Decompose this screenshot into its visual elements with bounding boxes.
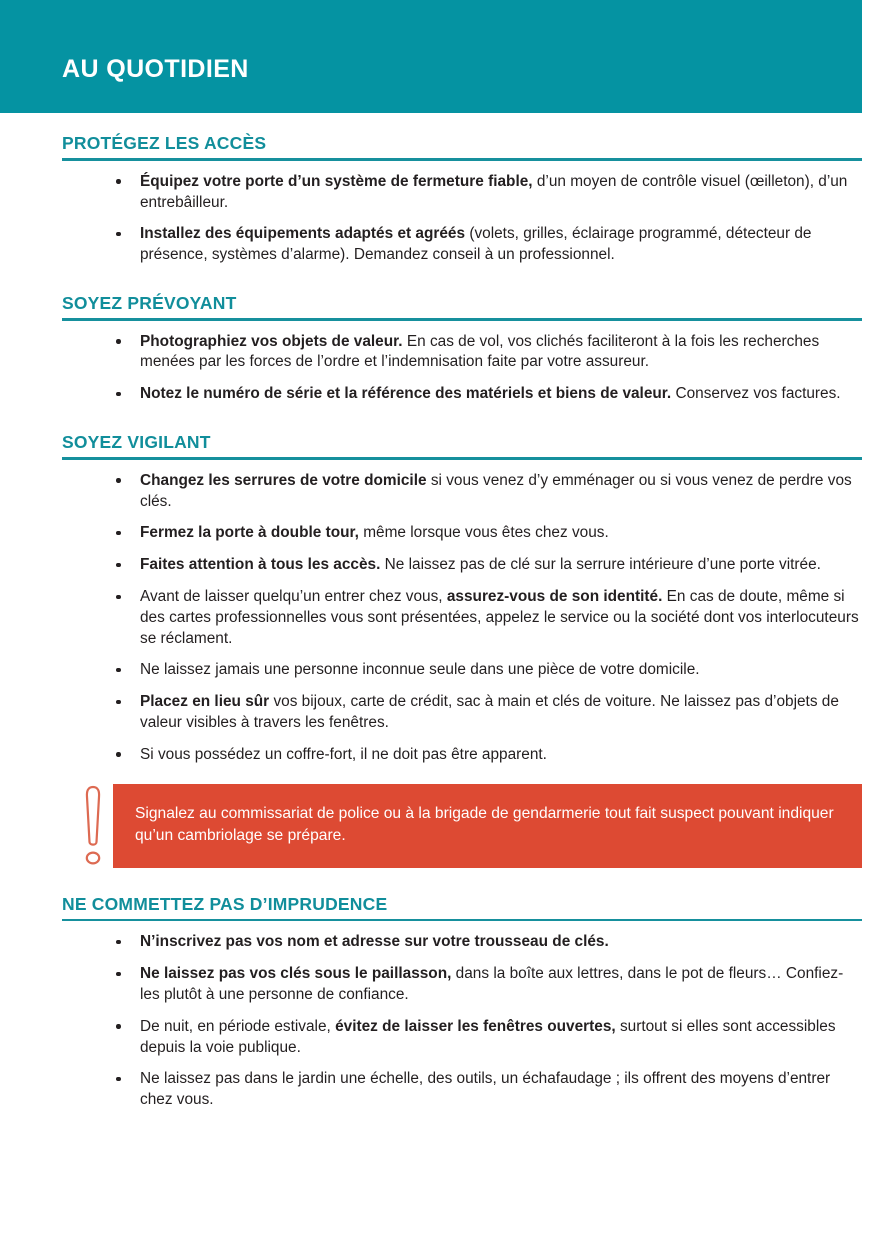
section-soyez-vigilant — [0, 416, 874, 766]
list-item-pre: Avant de laisser quelqu’un entrer chez vous, — [140, 588, 447, 606]
list-item-lead: Placez en lieu sûr — [140, 693, 270, 711]
section-ne-commettez-pas-d-imprudence — [0, 895, 874, 1111]
list-item-lead: Installez des équipements adaptés et agréés — [140, 225, 466, 243]
list-item-rest: surtout si elles sont accessibles depuis la voie publique. — [140, 1017, 836, 1056]
bullet-dot-icon — [116, 595, 121, 600]
bullet-dot-icon — [116, 232, 121, 237]
list-item — [0, 745, 874, 766]
section-heading: PROTÉGEZ LES ACCÈS — [62, 133, 267, 153]
page-title: AU QUOTIDIEN — [62, 55, 249, 83]
list-item-lead: Notez le numéro de série et la référence des matériels et biens de valeur. — [140, 385, 672, 403]
section-heading: SOYEZ VIGILANT — [62, 432, 211, 453]
list-item-rest: En cas de doute, même si des cartes professionnelles vous sont présentées, appelez le service ou la société dont vos interlocuteurs se réclament. — [140, 588, 859, 647]
list-item — [0, 555, 874, 576]
document-content — [0, 113, 874, 1122]
list-item-lead: Fermez la porte à double tour, — [140, 524, 359, 542]
list-item-lead: Faites attention à tous les accès. — [140, 556, 381, 574]
list-item-lead: évitez de laisser les fenêtres ouvertes, — [335, 1017, 616, 1035]
list-item — [0, 587, 874, 649]
alert-box — [113, 784, 862, 868]
bullet-dot-icon — [116, 1024, 121, 1029]
list-item-lead: Changez les serrures de votre domicile — [140, 471, 427, 489]
list-item-lead: N’inscrivez pas vos nom et adresse sur votre trousseau de clés. — [140, 933, 609, 951]
list-item — [0, 384, 874, 405]
list-item-rest: Ne laissez jamais une personne inconnue seule dans une pièce de votre domicile. — [140, 661, 700, 679]
list-item — [0, 1017, 874, 1059]
alert-callout — [0, 784, 874, 868]
list-item — [0, 964, 874, 1006]
bullet-dot-icon — [116, 339, 121, 344]
bullet-dot-icon — [116, 972, 121, 977]
exclamation-mark-icon — [79, 784, 107, 868]
list-item-rest: même lorsque vous êtes chez vous. — [358, 524, 609, 542]
list-item-rest: En cas de vol, vos clichés faciliteront à la fois les recherches menées par les forces de l’ordre et l’indemnisation faite par votre assureur. — [140, 332, 820, 371]
bullet-list — [0, 161, 874, 266]
bullet-dot-icon — [116, 392, 121, 397]
list-item — [0, 1069, 874, 1111]
list-item — [0, 523, 874, 544]
list-item-rest: Ne laissez pas dans le jardin une échelle, des outils, un échafaudage ; ils offrent des moyens d’entrer chez vous. — [140, 1070, 831, 1109]
list-item-rest: dans la boîte aux lettres, dans le pot de fleurs… Confiez-les plutôt à une personne de confiance. — [140, 965, 844, 1003]
list-item-lead: assurez-vous de son identité. — [446, 588, 663, 606]
list-item-rest: vos bijoux, carte de crédit, sac à main et clés de voiture. Ne laissez pas d’objets de valeur visibles à travers les fenêtres. — [140, 693, 839, 731]
list-item — [0, 471, 874, 513]
list-item-rest: Ne laissez pas de clé sur la serrure intérieure d’une porte vitrée. — [380, 556, 821, 574]
section-heading: NE COMMETTEZ PAS D’IMPRUDENCE — [62, 893, 388, 914]
list-item — [0, 932, 874, 953]
section-protegez-les-acces — [0, 113, 874, 266]
bullet-dot-icon — [116, 940, 121, 945]
bullet-list — [0, 921, 874, 1111]
list-item-rest: Conservez vos factures. — [671, 385, 841, 403]
section-heading: SOYEZ PRÉVOYANT — [62, 292, 237, 313]
bullet-list — [0, 460, 874, 766]
list-item — [0, 332, 874, 374]
list-item — [0, 660, 874, 681]
alert-text: Signalez au commissariat de police ou à la brigade de gendarmerie tout fait suspect pouvant indiquer qu’un cambriolage se prépare. — [135, 804, 834, 844]
bullet-dot-icon — [116, 531, 121, 536]
bullet-dot-icon — [116, 700, 121, 705]
bullet-list — [0, 321, 874, 405]
bullet-dot-icon — [116, 478, 121, 483]
page-header-banner — [0, 0, 862, 113]
bullet-dot-icon — [116, 1077, 121, 1082]
section-soyez-prevoyant — [0, 277, 874, 405]
list-item-rest: (volets, grilles, éclairage programmé, détecteur de présence, systèmes d’alarme). Demandez conseil à un professionnel. — [140, 225, 812, 264]
list-item-rest: d’un moyen de contrôle visuel (œilleton), d’un entrebâilleur. — [140, 172, 848, 211]
bullet-dot-icon — [116, 179, 121, 184]
list-item-rest: Si vous possédez un coffre-fort, il ne doit pas être apparent. — [140, 745, 547, 763]
list-item-pre: De nuit, en période estivale, — [140, 1017, 336, 1035]
bullet-dot-icon — [116, 668, 121, 673]
list-item-lead: Photographiez vos objets de valeur. — [140, 332, 403, 350]
list-item-lead: Ne laissez pas vos clés sous le paillasson, — [140, 965, 452, 983]
list-item-rest: si vous venez d’y emménager ou si vous venez de perdre vos clés. — [140, 471, 852, 510]
bullet-dot-icon — [116, 752, 121, 757]
list-item — [0, 224, 874, 266]
list-item — [0, 172, 874, 214]
bullet-dot-icon — [116, 563, 121, 568]
list-item-lead: Équipez votre porte d’un système de fermeture fiable, — [140, 172, 533, 190]
list-item — [0, 692, 874, 734]
